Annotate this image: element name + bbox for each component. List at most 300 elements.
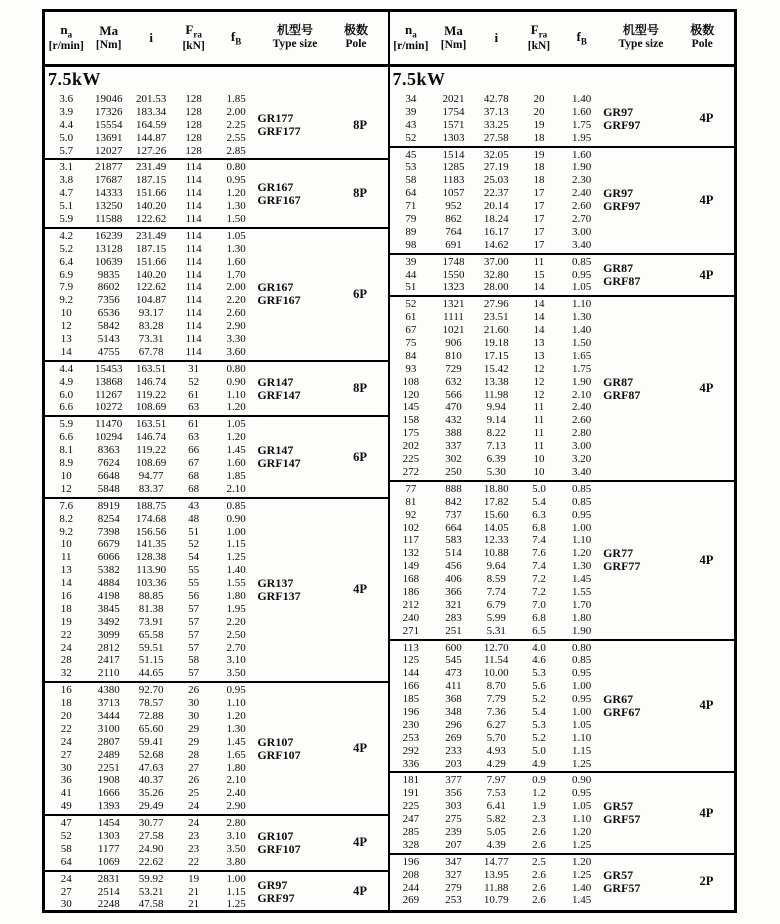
cell-fra: 114: [185, 229, 202, 242]
cell-fra: 10: [533, 453, 545, 466]
cell-i: 18.80: [483, 482, 509, 495]
cell-fra: 55: [188, 564, 200, 577]
cell-i: 10.00: [483, 667, 509, 680]
cell-fra: 48: [188, 512, 200, 525]
type-size-label: GRF77: [603, 559, 641, 574]
cell-ma: 366: [445, 585, 462, 598]
table-right-half: [390, 12, 735, 910]
pole-cell: [679, 255, 734, 296]
type-size-labels: [257, 683, 332, 814]
cell-na: 3.6: [59, 93, 74, 105]
cell-fb: 2.00: [226, 281, 246, 294]
cell-ma: 207: [445, 838, 462, 851]
cell-fb: 1.45: [226, 735, 246, 748]
table-row: [390, 213, 604, 226]
cell-ma: 6648: [97, 469, 120, 482]
cell-na: 149: [402, 560, 420, 573]
cell-fb: 0.95: [226, 684, 246, 697]
header-unit: [Nm]: [440, 38, 467, 51]
header-cell-i: [130, 12, 172, 64]
cell-ma: 2417: [97, 654, 120, 667]
cell-i: 13.38: [483, 375, 509, 388]
cell-ma: 2251: [97, 761, 120, 774]
cell-fra: 26: [188, 684, 200, 697]
cell-i: 35.26: [138, 787, 164, 800]
cell-fra: 114: [185, 320, 202, 333]
type-size-label: GR67: [603, 691, 634, 706]
cell-ma: 514: [445, 547, 462, 560]
cell-ma: 1303: [442, 131, 465, 144]
table-row: [390, 389, 604, 402]
cell-na: 81: [405, 495, 417, 508]
type-size-labels: [603, 148, 679, 253]
cell-i: 201.53: [136, 93, 167, 105]
cell-fra: 4.9: [532, 757, 546, 770]
cell-ma: 12027: [94, 144, 123, 157]
cell-fra: 5.4: [532, 495, 546, 508]
header-label-text: Ma: [444, 22, 463, 38]
cell-ma: 3444: [97, 709, 120, 722]
cell-i: 93.17: [138, 307, 164, 320]
cell-ma: 303: [445, 800, 462, 813]
cell-ma: 1754: [442, 105, 465, 118]
cell-fb: 1.30: [226, 200, 246, 213]
pole-label: 4P: [699, 381, 714, 396]
cell-fb: 1.10: [226, 697, 246, 710]
cell-fra: 30: [188, 697, 200, 710]
cell-fra: 114: [185, 161, 202, 174]
cell-ma: 432: [445, 414, 462, 427]
cell-na: 185: [402, 693, 420, 706]
cell-fb: 1.05: [226, 229, 246, 242]
cell-ma: 321: [445, 598, 462, 611]
cell-fra: 114: [185, 268, 202, 281]
cell-fra: 23: [188, 829, 200, 842]
cell-i: 108.69: [136, 457, 167, 470]
table-row: [45, 500, 257, 513]
cell-i: 144.87: [136, 131, 167, 144]
cell-na: 5.1: [59, 200, 74, 213]
type-size-labels: [257, 499, 332, 681]
cell-i: 44.65: [138, 667, 164, 680]
cell-i: 65.58: [138, 628, 164, 641]
cell-ma: 8602: [97, 281, 120, 294]
cell-fra: 114: [185, 255, 202, 268]
header-label-text: 机型号: [277, 23, 314, 38]
cell-ma: 1748: [442, 255, 465, 268]
cell-na: 52: [60, 829, 72, 842]
cell-fra: 2.6: [532, 868, 546, 881]
cell-ma: 1069: [97, 855, 120, 868]
type-size-labels: [257, 160, 332, 226]
table-row: [45, 119, 257, 132]
cell-fb: 0.95: [572, 693, 592, 706]
header-unit: [kN]: [527, 39, 551, 52]
cell-fra: 4.6: [532, 654, 546, 667]
cell-fb: 1.50: [572, 337, 592, 350]
cell-i: 127.26: [136, 144, 167, 157]
cell-i: 5.31: [486, 624, 506, 637]
cell-fra: 114: [185, 200, 202, 213]
cell-fra: 7.6: [532, 547, 546, 560]
pole-label: 4P: [699, 111, 714, 126]
cell-ma: 16239: [94, 229, 123, 242]
pole-cell: [333, 816, 388, 870]
cell-fb: 1.25: [572, 868, 592, 881]
cell-na: 8.9: [59, 457, 74, 470]
type-size-label: GRF107: [257, 841, 301, 856]
cell-i: 13.95: [483, 868, 509, 881]
cell-i: 47.58: [138, 898, 164, 911]
header-cell-na: [45, 12, 87, 64]
table-row: [390, 93, 604, 106]
cell-i: 78.57: [138, 697, 164, 710]
header-unit: [r/min]: [393, 39, 429, 52]
cell-i: 7.53: [486, 787, 506, 800]
cell-fb: 0.85: [572, 482, 592, 495]
table-row: [45, 243, 257, 256]
cell-na: 285: [402, 825, 420, 838]
cell-fra: 114: [185, 187, 202, 200]
table-row: [390, 376, 604, 389]
pole-cell: [333, 160, 388, 226]
cell-ma: 233: [445, 744, 462, 757]
cell-na: 6.9: [59, 268, 74, 281]
table-row: [390, 132, 604, 145]
cell-ma: 283: [445, 611, 462, 624]
table-row: [390, 174, 604, 187]
cell-fb: 1.15: [226, 538, 246, 551]
cell-i: 67.78: [138, 345, 164, 358]
cell-fra: 28: [188, 748, 200, 761]
header-unit: [kN]: [182, 39, 205, 52]
header-cell-fb: [560, 12, 603, 64]
cell-ma: 203: [445, 757, 462, 770]
pole-cell: [333, 229, 388, 360]
cell-na: 125: [402, 654, 420, 667]
cell-ma: 302: [445, 453, 462, 466]
header-label-text: i: [494, 29, 499, 45]
cell-fb: 0.90: [226, 375, 246, 388]
cell-na: 8.2: [59, 512, 74, 525]
block-number-rows: [390, 641, 604, 772]
cell-na: 71: [405, 200, 417, 213]
cell-fb: 0.85: [572, 654, 592, 667]
cell-fb: 1.05: [572, 718, 592, 731]
cell-na: 253: [402, 731, 420, 744]
cell-i: 28.00: [483, 281, 509, 294]
type-size-labels: [257, 417, 332, 496]
cell-na: 43: [405, 118, 417, 131]
cell-i: 20.14: [483, 200, 509, 213]
cell-i: 32.05: [483, 148, 509, 161]
pole-cell: [679, 92, 734, 146]
cell-fra: 11: [533, 440, 545, 453]
cell-fra: 63: [188, 431, 200, 444]
gear-block: [45, 417, 388, 498]
cell-fb: 2.60: [572, 414, 592, 427]
cell-ma: 8363: [97, 444, 120, 457]
table-row: [45, 736, 257, 749]
cell-i: 59.51: [138, 641, 164, 654]
cell-na: 24: [60, 641, 72, 654]
cell-ma: 1550: [442, 268, 465, 281]
cell-i: 5.82: [486, 813, 506, 826]
cell-fra: 128: [185, 105, 202, 118]
header-cell-type-size: [603, 12, 679, 64]
cell-fra: 23: [188, 842, 200, 855]
cell-ma: 1571: [442, 118, 465, 131]
table-row: [45, 843, 257, 856]
cell-fra: 128: [185, 93, 202, 105]
table-row: [390, 149, 604, 162]
cell-na: 64: [60, 855, 72, 868]
header-label-subscript: a: [412, 29, 417, 40]
cell-fb: 1.80: [226, 589, 246, 602]
cell-na: 271: [402, 624, 420, 637]
cell-na: 75: [405, 337, 417, 350]
cell-ma: 3100: [97, 722, 120, 735]
type-size-label: GR177: [257, 111, 294, 126]
cell-fra: 20: [533, 105, 545, 118]
table-row: [390, 337, 604, 350]
cell-fb: 3.40: [572, 465, 592, 478]
cell-i: 88.85: [138, 589, 164, 602]
table-row: [45, 106, 257, 119]
cell-fb: 2.40: [572, 187, 592, 200]
cell-i: 16.17: [483, 225, 509, 238]
table-row: [45, 363, 257, 376]
cell-fra: 22: [188, 855, 200, 868]
cell-fra: 21: [188, 885, 200, 898]
cell-fb: 2.40: [572, 401, 592, 414]
cell-na: 244: [402, 881, 420, 894]
cell-na: 208: [402, 868, 420, 881]
cell-ma: 2812: [97, 641, 120, 654]
cell-fra: 15: [533, 268, 545, 281]
cell-na: 5.7: [59, 144, 74, 157]
cell-fb: 2.10: [226, 482, 246, 495]
cell-fra: 61: [188, 388, 200, 401]
cell-na: 272: [402, 465, 420, 478]
header-unit: Pole: [691, 38, 713, 51]
cell-fb: 2.20: [226, 294, 246, 307]
pole-cell: [679, 773, 734, 852]
cell-i: 119.22: [136, 388, 167, 401]
cell-ma: 10639: [94, 255, 123, 268]
table-row: [390, 187, 604, 200]
cell-na: 52: [405, 298, 417, 311]
cell-ma: 632: [445, 375, 462, 388]
cell-ma: 250: [445, 465, 462, 478]
cell-fra: 57: [188, 667, 200, 680]
cell-i: 53.21: [138, 885, 164, 898]
cell-fra: 1.2: [532, 787, 546, 800]
type-size-label: GRF107: [257, 747, 301, 762]
cell-ma: 1177: [97, 842, 120, 855]
cell-i: 24.90: [138, 842, 164, 855]
cell-i: 81.38: [138, 602, 164, 615]
cell-fra: 6.8: [532, 521, 546, 534]
cell-fra: 12: [533, 375, 545, 388]
cell-fra: 55: [188, 577, 200, 590]
cell-i: 17.15: [483, 349, 509, 362]
table-left-half: [45, 12, 390, 910]
cell-ma: 348: [445, 705, 462, 718]
cell-fra: 2.6: [532, 838, 546, 851]
table-row: [390, 256, 604, 269]
cell-i: 8.59: [486, 573, 506, 586]
cell-na: 145: [402, 401, 420, 414]
cell-na: 44: [405, 268, 417, 281]
table-row: [390, 363, 604, 376]
cell-fb: 1.30: [226, 722, 246, 735]
cell-fb: 1.20: [226, 187, 246, 200]
cell-fb: 3.50: [226, 667, 246, 680]
type-size-labels: [257, 362, 332, 416]
header-label-text: F: [530, 21, 539, 37]
cell-na: 5.9: [59, 418, 74, 431]
cell-na: 9.2: [59, 525, 74, 538]
gear-block: [390, 482, 735, 641]
cell-ma: 388: [445, 427, 462, 440]
cell-ma: 11470: [95, 418, 123, 431]
cell-fra: 5.3: [532, 667, 546, 680]
type-size-label: GRF167: [257, 192, 301, 207]
cell-i: 12.70: [483, 641, 509, 654]
table-row: [45, 667, 257, 680]
cell-fra: 5.2: [532, 693, 546, 706]
pole-cell: [679, 482, 734, 639]
cell-fb: 2.70: [226, 641, 246, 654]
table-row: [45, 710, 257, 723]
table-row: [390, 693, 604, 706]
table-row: [390, 298, 604, 311]
cell-fra: 11: [533, 414, 545, 427]
cell-ma: 952: [445, 200, 462, 213]
gear-block: [45, 229, 388, 362]
cell-i: 72.88: [138, 709, 164, 722]
cell-fb: 0.95: [572, 508, 592, 521]
gear-block: [390, 255, 735, 298]
block-number-rows: [390, 92, 604, 146]
cell-ma: 15453: [94, 362, 123, 375]
table-row: [45, 873, 257, 886]
cell-fb: 1.60: [226, 457, 246, 470]
cell-ma: 13128: [94, 242, 123, 255]
cell-fb: 1.40: [572, 324, 592, 337]
table-row: [45, 145, 257, 158]
gear-block: [45, 499, 388, 683]
pole-label: 4P: [353, 741, 368, 756]
cell-fb: 1.20: [572, 547, 592, 560]
type-size-label: GR107: [257, 828, 294, 843]
table-row: [390, 654, 604, 667]
cell-na: 84: [405, 349, 417, 362]
table-row: [45, 444, 257, 457]
cell-i: 6.79: [486, 598, 506, 611]
cell-ma: 327: [445, 868, 462, 881]
cell-fra: 114: [185, 281, 202, 294]
cell-ma: 296: [445, 718, 462, 731]
cell-i: 33.25: [483, 118, 509, 131]
cell-i: 140.20: [136, 200, 167, 213]
cell-fra: 58: [188, 654, 200, 667]
block-number-rows: [390, 297, 604, 479]
cell-fra: 1.9: [532, 800, 546, 813]
cell-ma: 8254: [97, 512, 120, 525]
type-size-labels: [603, 255, 679, 296]
table-row: [390, 440, 604, 453]
header-label-text: 极数: [343, 23, 368, 38]
table-row: [45, 830, 257, 843]
cell-i: 151.66: [136, 255, 167, 268]
cell-fb: 1.40: [572, 881, 592, 894]
cell-na: 108: [402, 375, 420, 388]
table-row: [390, 496, 604, 509]
cell-na: 5.0: [59, 131, 74, 144]
table-row: [45, 187, 257, 200]
type-size-label: GRF87: [603, 274, 641, 289]
type-size-label: GR97: [603, 104, 634, 119]
type-size-label: GRF57: [603, 880, 641, 895]
cell-ma: 906: [445, 337, 462, 350]
table-row: [390, 453, 604, 466]
cell-ma: 411: [445, 680, 462, 693]
cell-i: 42.78: [483, 93, 509, 105]
type-size-label: GR87: [603, 261, 634, 276]
cell-na: 52: [405, 131, 417, 144]
header-label-text: n: [60, 21, 68, 37]
cell-ma: 9835: [97, 268, 120, 281]
table-row: [45, 256, 257, 269]
cell-na: 89: [405, 225, 417, 238]
cell-na: 16: [60, 589, 72, 602]
cell-na: 4.9: [59, 375, 74, 388]
cell-na: 27: [60, 885, 72, 898]
table-row: [45, 161, 257, 174]
header-label-text: 极数: [690, 23, 715, 38]
cell-fb: 2.80: [226, 817, 246, 830]
data-blocks: [390, 92, 735, 910]
cell-na: 158: [402, 414, 420, 427]
cell-ma: 737: [445, 508, 462, 521]
header-label: [231, 30, 241, 47]
cell-na: 18: [60, 697, 72, 710]
cell-fb: 1.90: [572, 624, 592, 637]
cell-fra: 7.4: [532, 560, 546, 573]
cell-fb: 1.95: [226, 602, 246, 615]
cell-i: 25.03: [483, 174, 509, 187]
cell-fb: 1.20: [572, 825, 592, 838]
cell-na: 16: [60, 684, 72, 697]
header-cell-pole: [333, 12, 380, 64]
header-label: [60, 23, 72, 40]
cell-fra: 30: [188, 709, 200, 722]
cell-na: 93: [405, 362, 417, 375]
cell-ma: 11588: [95, 213, 123, 226]
table-row: [390, 281, 604, 294]
cell-fra: 18: [533, 161, 545, 174]
cell-i: 23.51: [483, 311, 509, 324]
cell-na: 61: [405, 311, 417, 324]
header-cell-i: [475, 12, 518, 64]
cell-ma: 2248: [97, 898, 120, 911]
cell-na: 6.6: [59, 431, 74, 444]
header-label-subscript: a: [67, 29, 73, 40]
cell-fra: 17: [533, 225, 545, 238]
table-row: [45, 856, 257, 869]
